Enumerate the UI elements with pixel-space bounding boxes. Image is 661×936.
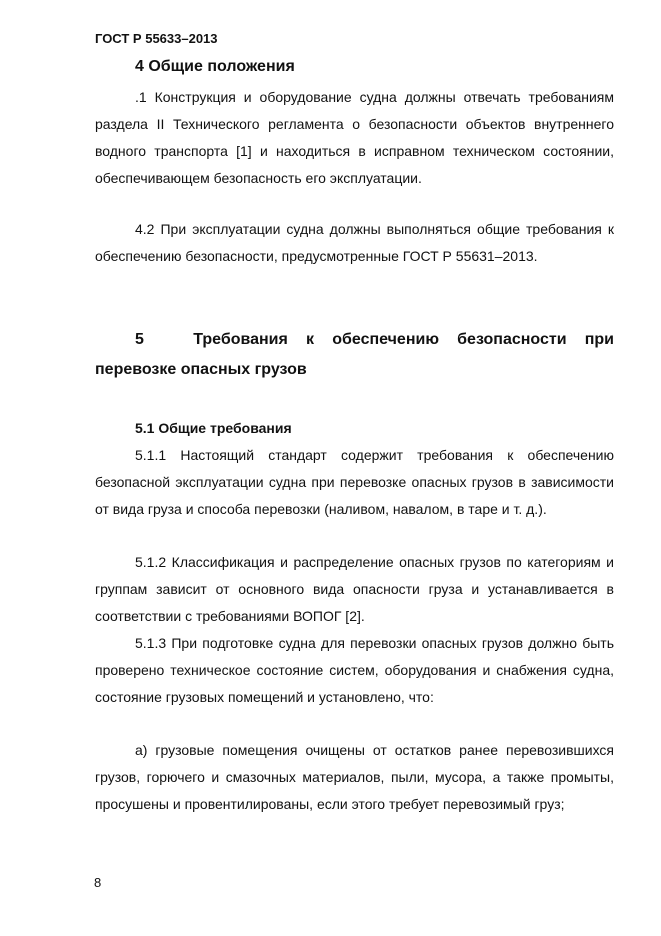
page-number: 8 <box>94 875 102 890</box>
section-5-number: 5 <box>135 331 144 348</box>
document-code-header: ГОСТ Р 55633–2013 <box>95 31 218 46</box>
paragraph-4-1-text: .1 Конструкция и оборудование судна должны отвечать требованиям раздела II Технического регламента о безопасности объектов внутреннего водного транспорта [1] и находиться в исправном техническом состоянии, обеспечивающем безопасность его эксплуатации. <box>95 89 614 186</box>
list-item-a-text: а) грузовые помещения очищены от остатков ранее перевозившихся грузов, горючего и смазочных материалов, пыли, мусора, а также промыты, просушены и провентилированы, если этого требует перевозимый груз; <box>95 742 614 812</box>
paragraph-4-2-text: 4.2 При эксплуатации судна должны выполняться общие требования к обеспечению безопасности, предусмотренные ГОСТ Р 55631–2013. <box>95 221 614 264</box>
paragraph-5-1-2-text: 5.1.2 Классификация и распределение опасных грузов по категориям и группам зависит от основного вида опасности груза и устанавливается в соответствии с требованиями ВОПОГ [2]. <box>95 554 614 624</box>
paragraph-5-1-2 <box>95 549 614 630</box>
section-5-heading <box>95 325 614 385</box>
section-4-heading: 4 Общие положения <box>135 58 295 75</box>
paragraph-5-1-3-text: 5.1.3 При подготовке судна для перевозки опасных грузов должно быть проверено техническое состояние систем, оборудования и снабжения судна, состояние грузовых помещений и установлено, что: <box>95 635 614 705</box>
paragraph-4-2 <box>95 216 614 270</box>
paragraph-4-1 <box>95 84 614 192</box>
paragraph-5-1-1-text: 5.1.1 Настоящий стандарт содержит требования к обеспечению безопасной эксплуатации судна при перевозке опасных грузов в зависимости от вида груза и способа перевозки (наливом, навалом, в таре и т. д.). <box>95 447 614 517</box>
list-item-a <box>95 737 614 818</box>
subsection-5-1-heading: 5.1 Общие требования <box>135 420 292 436</box>
paragraph-5-1-3 <box>95 630 614 711</box>
paragraph-5-1-1 <box>95 442 614 523</box>
section-5-title: Требования к обеспечению безопасности при перевозке опасных грузов <box>95 331 615 378</box>
